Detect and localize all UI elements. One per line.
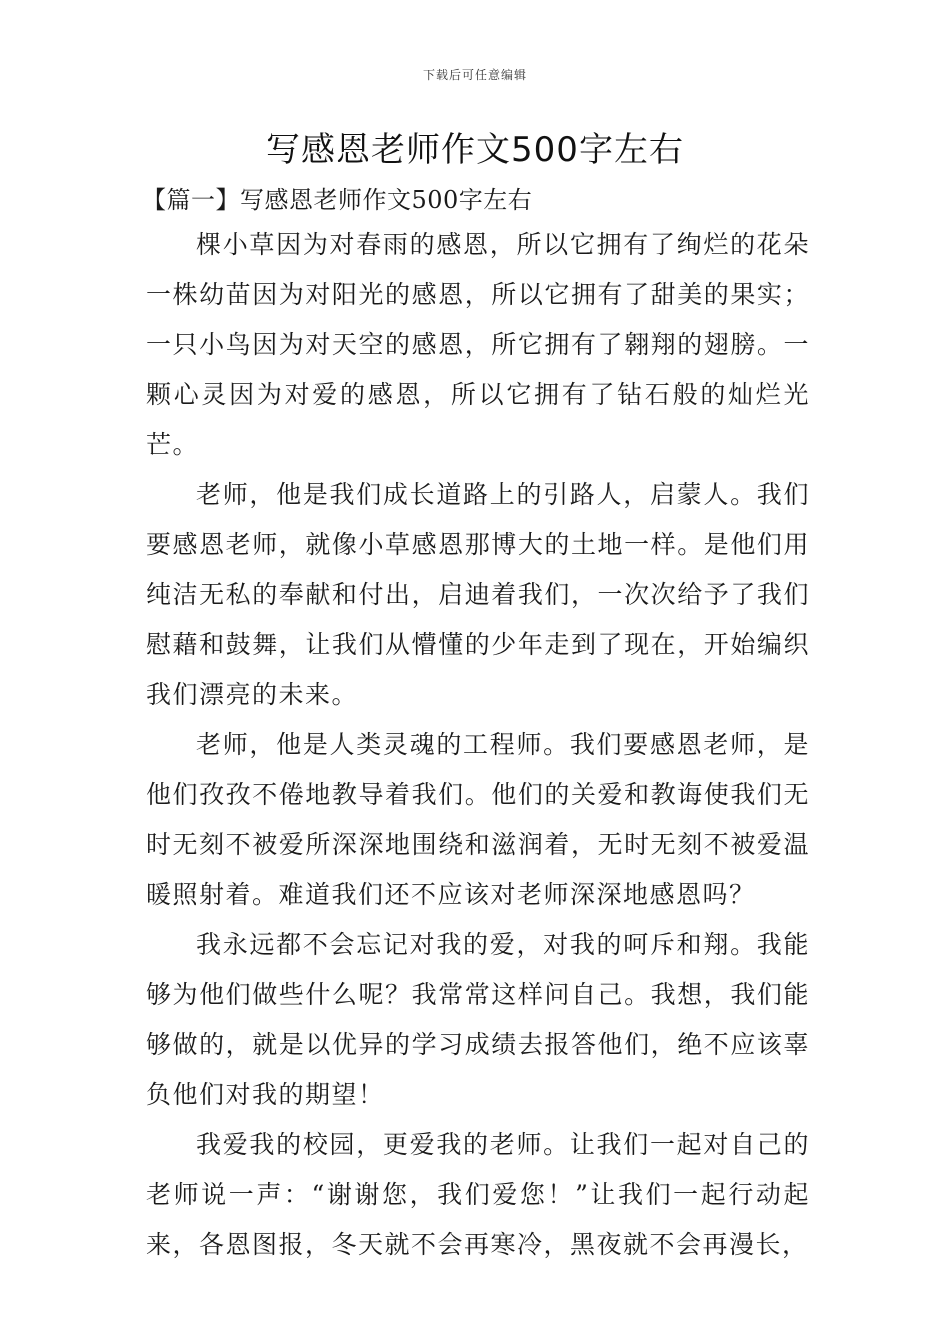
header-note: 下载后可任意编辑 — [422, 68, 527, 82]
document-title: 写感恩老师作文500字左右 — [266, 130, 684, 170]
paragraph-1: 棵小草因为对春雨的感恩，所以它拥有了绚烂的花朵一株幼苗因为对阳光的感恩，所以它拥有了甜美的果实；一只小鸟因为对天空的感恩，所它拥有了翱翔的翅膀。一颗心灵因为对爱的感恩，所以它拥有了钻石般的灿烂光芒。 — [146, 230, 810, 459]
section-heading: 【篇一】写感恩老师作文500字左右 — [142, 186, 533, 214]
document-body — [142, 180, 810, 1270]
paragraph-2: 老师，他是我们成长道路上的引路人，启蒙人。我们要感恩老师，就像小草感恩那博大的土地一样。是他们用纯洁无私的奉献和付出，启迪着我们，一次次给予了我们慰藉和鼓舞，让我们从懵懂的少年走到了现在，开始编织我们漂亮的未来。 — [146, 480, 810, 709]
paragraph-3: 老师，他是人类灵魂的工程师。我们要感恩老师，是他们孜孜不倦地教导着我们。他们的关爱和教诲使我们无时无刻不被爱所深深地围绕和滋润着，无时无刻不被爱温暖照射着。难道我们还不应该对老师深深地感恩吗？ — [146, 730, 810, 909]
paragraph-5: 我爱我的校园，更爱我的老师。让我们一起对自己的老师说一声：“谢谢您，我们爱您！”让我们一起行动起来，各恩图报，冬天就不会再寒冷，黑夜就不会再漫长， — [146, 1130, 810, 1259]
paragraph-4: 我永远都不会忘记对我的爱，对我的呵斥和翔。我能够为他们做些什么呢？我常常这样问自己。我想，我们能够做的，就是以优异的学习成绩去报答他们，绝不应该辜负他们对我的期望！ — [146, 930, 810, 1109]
